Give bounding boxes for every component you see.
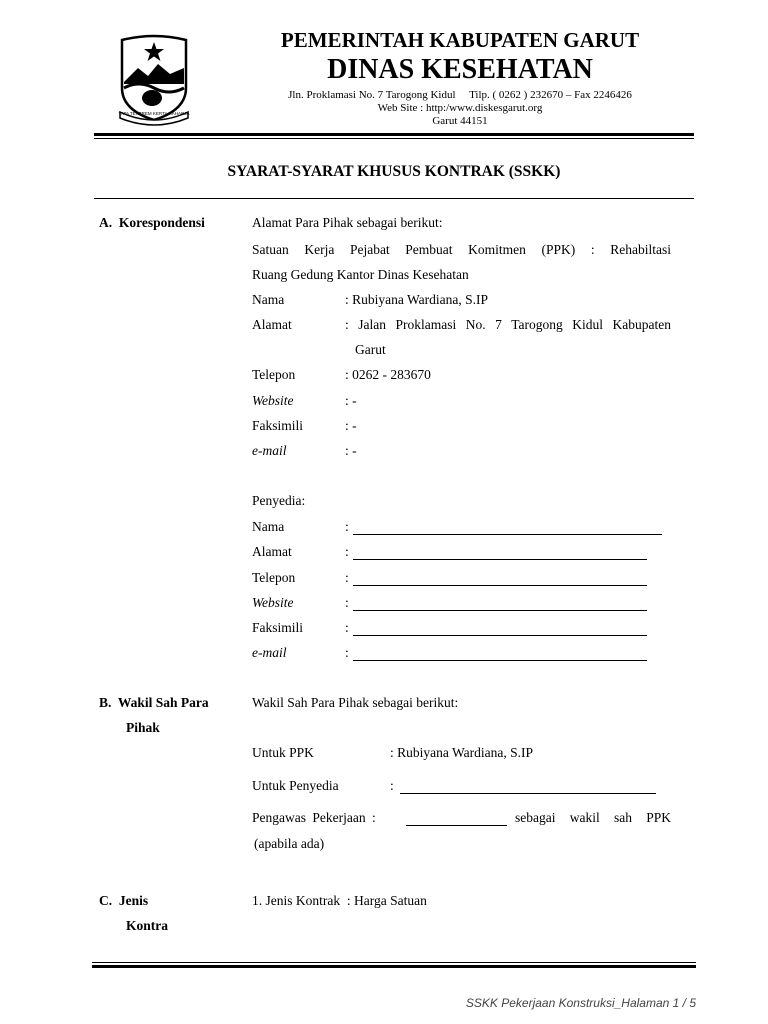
- header-gov: PEMERINTAH KABUPATEN GARUT: [280, 28, 640, 52]
- wakil-penyedia-blank: [400, 793, 656, 794]
- header-rule-thin: [94, 138, 694, 139]
- header-rule-thick: [94, 133, 694, 136]
- penyedia-nama-blank: [353, 534, 662, 535]
- penyedia-telepon-blank: [353, 585, 647, 586]
- penyedia-email-blank: [353, 660, 647, 661]
- penyedia-alamat-blank: [353, 559, 647, 560]
- wakil-penyedia-colon: :: [390, 778, 394, 793]
- penyedia-faksimili-colon: :: [345, 620, 349, 635]
- title-rule: [94, 198, 694, 199]
- penyedia-email-colon: :: [345, 645, 349, 660]
- satker-line2: Ruang Gedung Kantor Dinas Kesehatan: [252, 267, 469, 282]
- footer-page-label: SSKK Pekerjaan Konstruksi_Halaman 1 / 5: [465, 996, 696, 1010]
- ppk-alamat-value-cont: Garut: [355, 342, 386, 357]
- ppk-faksimili-label: Faksimili: [252, 418, 304, 433]
- section-c-label: C. Jenis: [99, 893, 149, 908]
- header-website: Web Site : http:/www.diskesgarut.org: [377, 102, 543, 114]
- penyedia-alamat-label: Alamat: [252, 544, 292, 559]
- header-address: Jln. Proklamasi No. 7 Tarogong Kidul Tilp. ( 0262 ) 232670 – Fax 2246426: [288, 89, 632, 101]
- ppk-telepon-value: : 0262 - 283670: [345, 367, 431, 382]
- ppk-nama-label: Nama: [252, 292, 285, 307]
- ppk-website-value: : -: [345, 393, 357, 408]
- penyedia-website-label: Website: [252, 595, 294, 610]
- jenis-kontrak-item: 1. Jenis Kontrak : Harga Satuan: [252, 893, 427, 908]
- section-a-intro: Alamat Para Pihak sebagai berikut:: [252, 215, 443, 230]
- penyedia-faksimili-blank: [353, 635, 647, 636]
- penyedia-telepon-colon: :: [345, 570, 349, 585]
- penyedia-email-label: e-mail: [252, 645, 287, 660]
- penyedia-website-colon: :: [345, 595, 349, 610]
- wakil-ppk-value: : Rubiyana Wardiana, S.IP: [390, 745, 534, 760]
- penyedia-alamat-colon: :: [345, 544, 349, 559]
- wakil-ppk-label: Untuk PPK: [252, 745, 314, 760]
- wakil-penyedia-label: Untuk Penyedia: [252, 778, 339, 793]
- satker-line1: Satuan Kerja Pejabat Pembuat Komitmen (PPK) : Rehabiltasi: [252, 242, 671, 257]
- section-c-label-cont: Kontra: [126, 918, 168, 933]
- footer-rule-thick: [92, 965, 696, 968]
- section-b-intro: Wakil Sah Para Pihak sebagai berikut:: [252, 695, 459, 710]
- penyedia-nama-label: Nama: [252, 519, 285, 534]
- ppk-nama-value: : Rubiyana Wardiana, S.IP: [345, 292, 489, 307]
- penyedia-website-blank: [353, 610, 647, 611]
- document-title: SYARAT-SYARAT KHUSUS KONTRAK (SSKK): [227, 163, 561, 180]
- section-a-label: A. Korespondensi: [99, 215, 205, 230]
- ppk-website-label: Website: [252, 393, 294, 408]
- pengawas-after: sebagai wakil sah PPK: [515, 810, 671, 825]
- header-dept: DINAS KESEHATAN: [327, 54, 593, 85]
- penyedia-label: Penyedia:: [252, 493, 306, 508]
- penyedia-telepon-label: Telepon: [252, 570, 296, 585]
- penyedia-nama-colon: :: [345, 519, 349, 534]
- pengawas-line2: (apabila ada): [254, 836, 325, 851]
- ppk-telepon-label: Telepon: [252, 367, 296, 382]
- ppk-alamat-value: : Jalan Proklamasi No. 7 Tarogong Kidul Kabupaten: [345, 317, 671, 332]
- ppk-email-label: e-mail: [252, 443, 287, 458]
- header-city: Garut 44151: [432, 115, 488, 127]
- pengawas-blank: [406, 825, 507, 826]
- pengawas-label: Pengawas Pekerjaan :: [252, 810, 376, 825]
- section-b-label: B. Wakil Sah Para: [99, 695, 209, 710]
- penyedia-faksimili-label: Faksimili: [252, 620, 304, 635]
- logo-motto: TATA TENTREM KERTA RAHARJA: [118, 111, 190, 116]
- ppk-alamat-label: Alamat: [252, 317, 292, 332]
- footer-rule-thin: [92, 962, 696, 963]
- section-b-label-cont: Pihak: [126, 720, 160, 735]
- ppk-faksimili-value: : -: [345, 418, 357, 433]
- ppk-email-value: : -: [345, 443, 357, 458]
